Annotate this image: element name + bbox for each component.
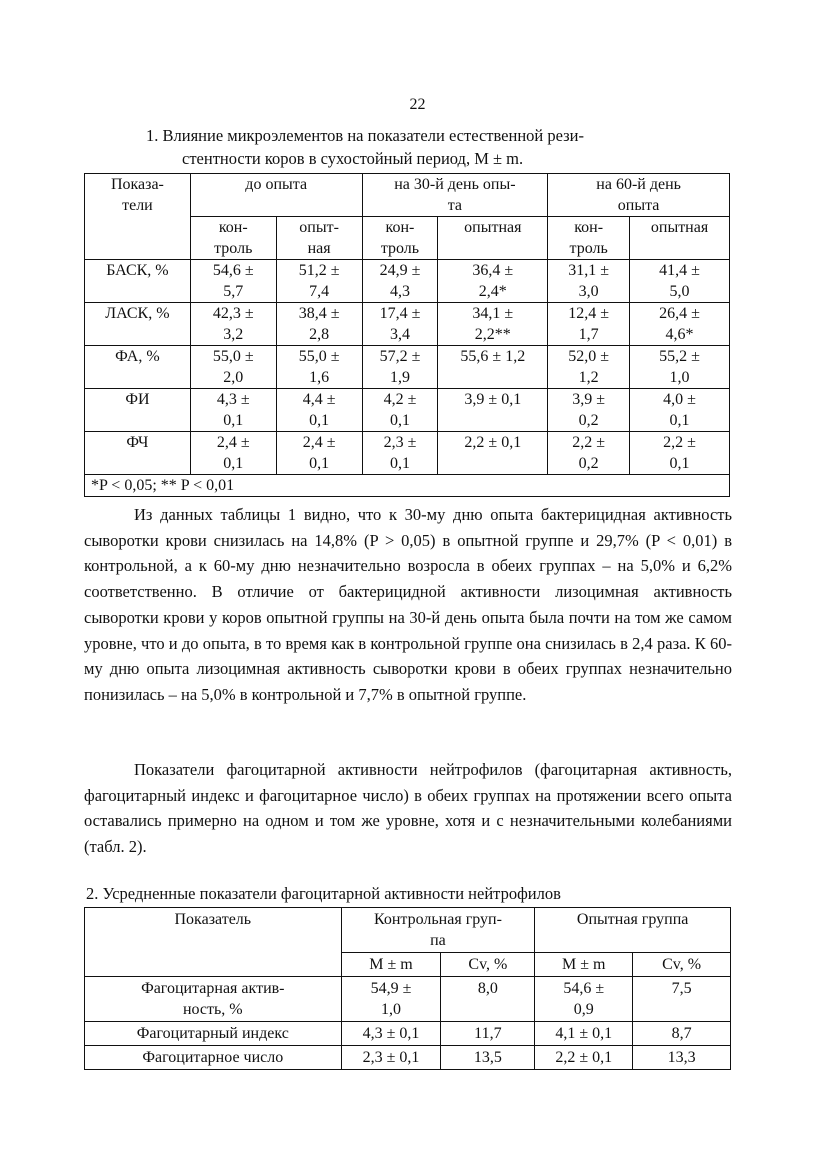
t1-cell: 55,6 ± 1,2 bbox=[438, 346, 548, 389]
t1-sub-exp-3: опытная bbox=[630, 217, 730, 260]
t2-cell: 11,7 bbox=[441, 1022, 535, 1046]
t2-cell: 4,3 ± 0,1 bbox=[341, 1022, 441, 1046]
t2-cell: 2,3 ± 0,1 bbox=[341, 1046, 441, 1070]
t1-cell: 3,9 ± 0,2 bbox=[548, 389, 630, 432]
t2-cell: 8,7 bbox=[633, 1022, 731, 1046]
table2-caption: 2. Усредненные показатели фагоцитарной активности нейтрофилов bbox=[86, 884, 561, 903]
table1 bbox=[84, 173, 730, 497]
paragraph-2 bbox=[84, 757, 732, 860]
t1-cell: 55,0 ± 2,0 bbox=[190, 346, 276, 389]
page-number: 22 bbox=[409, 96, 426, 113]
t2-cell: 54,9 ± 1,0 bbox=[341, 977, 441, 1022]
t1-sub-control-3: кон- троль bbox=[548, 217, 630, 260]
t1-cell: 2,2 ± 0,1 bbox=[630, 432, 730, 475]
t1-cell: 57,2 ± 1,9 bbox=[362, 346, 438, 389]
paragraph-1 bbox=[84, 502, 732, 708]
t1-cell: 36,4 ± 2,4* bbox=[438, 260, 548, 303]
t1-cell: 2,3 ± 0,1 bbox=[362, 432, 438, 475]
t2-cell: 7,5 bbox=[633, 977, 731, 1022]
t1-sub-control-2: кон- троль bbox=[362, 217, 438, 260]
t1-sub-control-1: кон- троль bbox=[190, 217, 276, 260]
t1-cell: 2,2 ± 0,2 bbox=[548, 432, 630, 475]
t1-cell: 4,3 ± 0,1 bbox=[190, 389, 276, 432]
t2-row-label: Фагоцитарное число bbox=[85, 1046, 342, 1070]
t1-cell: 2,4 ± 0,1 bbox=[276, 432, 362, 475]
table-row bbox=[85, 303, 730, 346]
table1-caption-line2: стентности коров в сухостойный период, M ± m. bbox=[182, 149, 524, 168]
t1-header-indicator: Показа- тели bbox=[85, 174, 191, 260]
table-row bbox=[85, 1046, 731, 1070]
t1-row-label: БАСК, % bbox=[85, 260, 191, 303]
t1-row-label: ФИ bbox=[85, 389, 191, 432]
t1-cell: 38,4 ± 2,8 bbox=[276, 303, 362, 346]
t1-row-label: ФА, % bbox=[85, 346, 191, 389]
t2-sub-mean-2: M ± m bbox=[535, 953, 633, 977]
t2-cell: 54,6 ± 0,9 bbox=[535, 977, 633, 1022]
t1-sub-exp-1: опыт- ная bbox=[276, 217, 362, 260]
table-row bbox=[85, 977, 731, 1022]
t1-cell: 2,4 ± 0,1 bbox=[190, 432, 276, 475]
t2-header-exp: Опытная группа bbox=[535, 908, 731, 953]
t1-row-label: ФЧ bbox=[85, 432, 191, 475]
t1-cell: 52,0 ± 1,2 bbox=[548, 346, 630, 389]
t1-cell: 2,2 ± 0,1 bbox=[438, 432, 548, 475]
t2-cell: 4,1 ± 0,1 bbox=[535, 1022, 633, 1046]
table-row bbox=[85, 432, 730, 475]
t1-cell: 24,9 ± 4,3 bbox=[362, 260, 438, 303]
t1-sub-exp-2: опытная bbox=[438, 217, 548, 260]
table-row bbox=[85, 260, 730, 303]
t1-cell: 17,4 ± 3,4 bbox=[362, 303, 438, 346]
t1-row-label: ЛАСК, % bbox=[85, 303, 191, 346]
t2-row-label: Фагоцитарный индекс bbox=[85, 1022, 342, 1046]
t1-cell: 31,1 ± 3,0 bbox=[548, 260, 630, 303]
paragraph-2-text: Показатели фагоцитарной активности нейтрофилов (фагоцитарная активность, фагоцитарный индекс и фагоцитарное число) в обеих группах на протяжении всего опыта оставались примерно на одном и том же уровне, хотя и с незначительными колебаниями (табл. 2). bbox=[84, 760, 732, 857]
table2 bbox=[84, 907, 731, 1070]
t2-header-indicator: Показатель bbox=[85, 908, 342, 977]
t2-sub-mean-1: M ± m bbox=[341, 953, 441, 977]
t1-header-before: до опыта bbox=[190, 174, 362, 217]
t1-cell: 34,1 ± 2,2** bbox=[438, 303, 548, 346]
t1-cell: 4,0 ± 0,1 bbox=[630, 389, 730, 432]
t1-cell: 42,3 ± 3,2 bbox=[190, 303, 276, 346]
t1-cell: 4,4 ± 0,1 bbox=[276, 389, 362, 432]
paragraph-1-text: Из данных таблицы 1 видно, что к 30-му дню опыта бактерицидная активность сыворотки крови снизилась на 14,8% (P > 0,05) в опытной группе и 29,7% (P < 0,01) в контрольной, а к 60-му дню незначительно возросла в обеих группах – на 5,0% и 6,2% соответственно. В отличие от бактерицидной активности лизоцимная активность сыворотки крови у коров опытной группы на 30-й день опыта была почти на том же самом уровне, что и до опыта, в то время как в контрольной группе она снизилась в 2,4 раза. К 60-му дню опыта лизоцимная активность сыворотки крови в обеих группах незначительно понизилась – на 5,0% в контрольной и 7,7% в опытной группе. bbox=[84, 505, 732, 704]
table-row bbox=[85, 389, 730, 432]
t1-cell: 12,4 ± 1,7 bbox=[548, 303, 630, 346]
t1-cell: 54,6 ± 5,7 bbox=[190, 260, 276, 303]
t2-cell: 2,2 ± 0,1 bbox=[535, 1046, 633, 1070]
table1-caption-line1: 1. Влияние микроэлементов на показатели естественной рези- bbox=[146, 126, 584, 145]
t2-sub-cv-1: Cv, % bbox=[441, 953, 535, 977]
t2-cell: 8,0 bbox=[441, 977, 535, 1022]
t1-cell: 55,0 ± 1,6 bbox=[276, 346, 362, 389]
table-row bbox=[85, 346, 730, 389]
t1-header-day60: на 60-й день опыта bbox=[548, 174, 730, 217]
t1-cell: 3,9 ± 0,1 bbox=[438, 389, 548, 432]
t1-header-day30: на 30-й день опы- та bbox=[362, 174, 548, 217]
t1-cell: 26,4 ± 4,6* bbox=[630, 303, 730, 346]
t1-cell: 51,2 ± 7,4 bbox=[276, 260, 362, 303]
t2-sub-cv-2: Cv, % bbox=[633, 953, 731, 977]
t1-cell: 41,4 ± 5,0 bbox=[630, 260, 730, 303]
t2-cell: 13,5 bbox=[441, 1046, 535, 1070]
t1-cell: 4,2 ± 0,1 bbox=[362, 389, 438, 432]
t2-header-control: Контрольная груп- па bbox=[341, 908, 535, 953]
t2-cell: 13,3 bbox=[633, 1046, 731, 1070]
t2-row-label: Фагоцитарная актив- ность, % bbox=[85, 977, 342, 1022]
t1-footnote: *P < 0,05; ** P < 0,01 bbox=[85, 475, 730, 497]
table-row bbox=[85, 1022, 731, 1046]
t1-cell: 55,2 ± 1,0 bbox=[630, 346, 730, 389]
